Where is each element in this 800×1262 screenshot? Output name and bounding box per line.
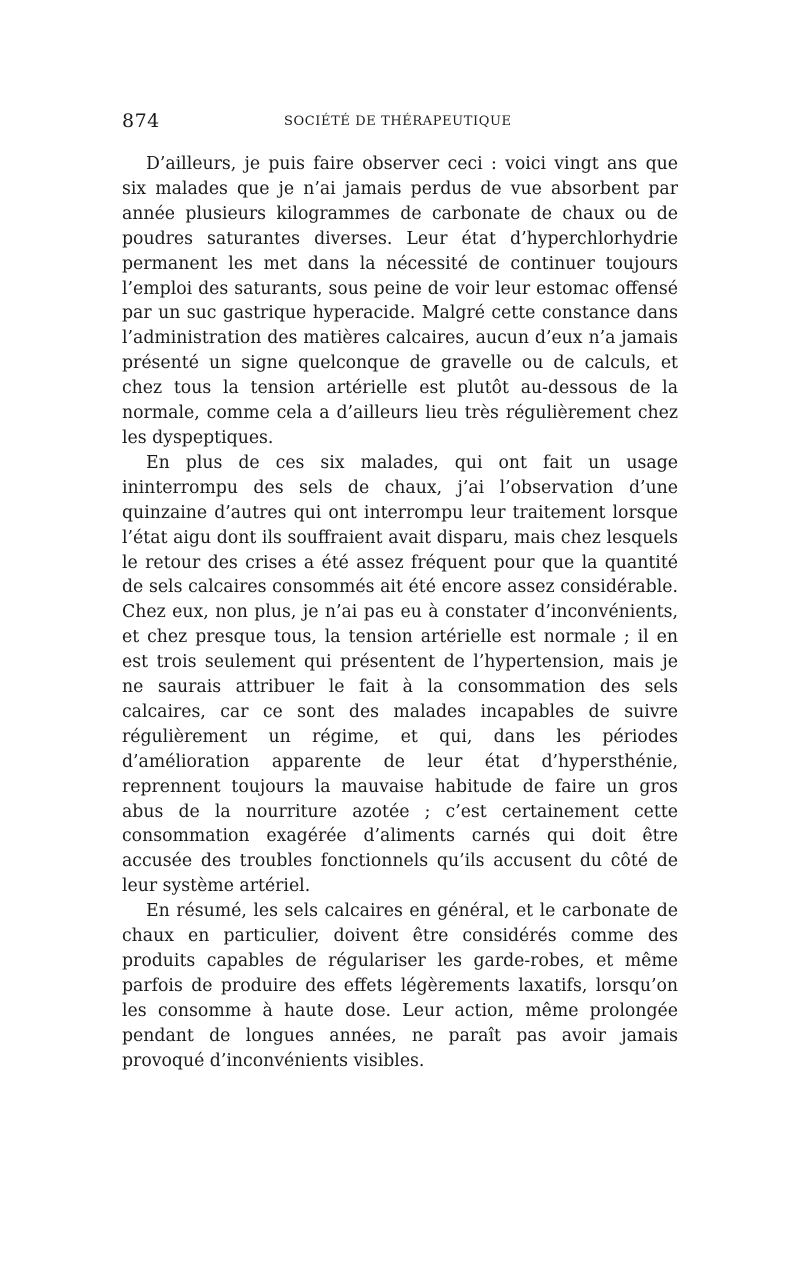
body-text: [122, 152, 678, 1074]
running-title: SOCIÉTÉ DE THÉRAPEUTIQUE: [284, 114, 512, 129]
book-page: [122, 110, 678, 1074]
running-head: [122, 110, 678, 136]
paragraph-3: En résumé, les sels calcaires en général, et le carbonate de chaux en particulier, doivent être considérés comme des produits capables de régulariser les garde-robes, et même parfois de produire des effets légèrements laxatifs, lorsqu’on les consomme à haute dose. Leur action, même prolongée pendant de longues années, ne paraît pas avoir jamais provoqué d’inconvénients visibles.: [122, 901, 678, 1071]
paragraph-2: En plus de ces six malades, qui ont fait un usage ininterrompu des sels de chaux, j’ai l’observation d’une quinzaine d’autres qui ont interrompu leur traitement lorsque l’état aigu dont ils souffraient avait disparu, mais chez lesquels le retour des crises a été assez fréquent pour que la quantité de sels calcaires consommés ait été encore assez considérable. Chez eux, non plus, je n’ai pas eu à constater d’inconvénients, et chez presque tous, la tension artérielle est normale ; il en est trois seulement qui présentent de l’hypertension, mais je ne saurais attribuer le fait à la consommation des sels calcaires, car ce sont des malades incapables de suivre régulièrement un régime, et qui, dans les périodes d’amélioration apparente de leur état d’hypersthénie, reprennent toujours la mauvaise habitude de faire un gros abus de la nourriture azotée ; c’est certainement cette consommation exagérée d’aliments carnés qui doit être accusée des troubles fonctionnels qu’ils accusent du côté de leur système artériel.: [122, 452, 678, 897]
paragraph-1: D’ailleurs, je puis faire observer ceci : voici vingt ans que six malades que je n’ai jamais perdus de vue absorbent par année plusieurs kilogrammes de carbonate de chaux ou de poudres saturantes diverses. Leur état d’hyperchlorhydrie permanent les met dans la nécessité de continuer toujours l’emploi des saturants, sous peine de voir leur estomac offensé par un suc gastrique hyperacide. Malgré cette constance dans l’administration des matières calcaires, aucun d’eux n’a jamais présenté un signe quelconque de gravelle ou de calculs, et chez tous la tension artérielle est plutôt au-dessous de la normale, comme cela a d’ailleurs lieu très régulièrement chez les dyspeptiques.: [122, 154, 678, 448]
page-number: 874: [122, 110, 160, 132]
